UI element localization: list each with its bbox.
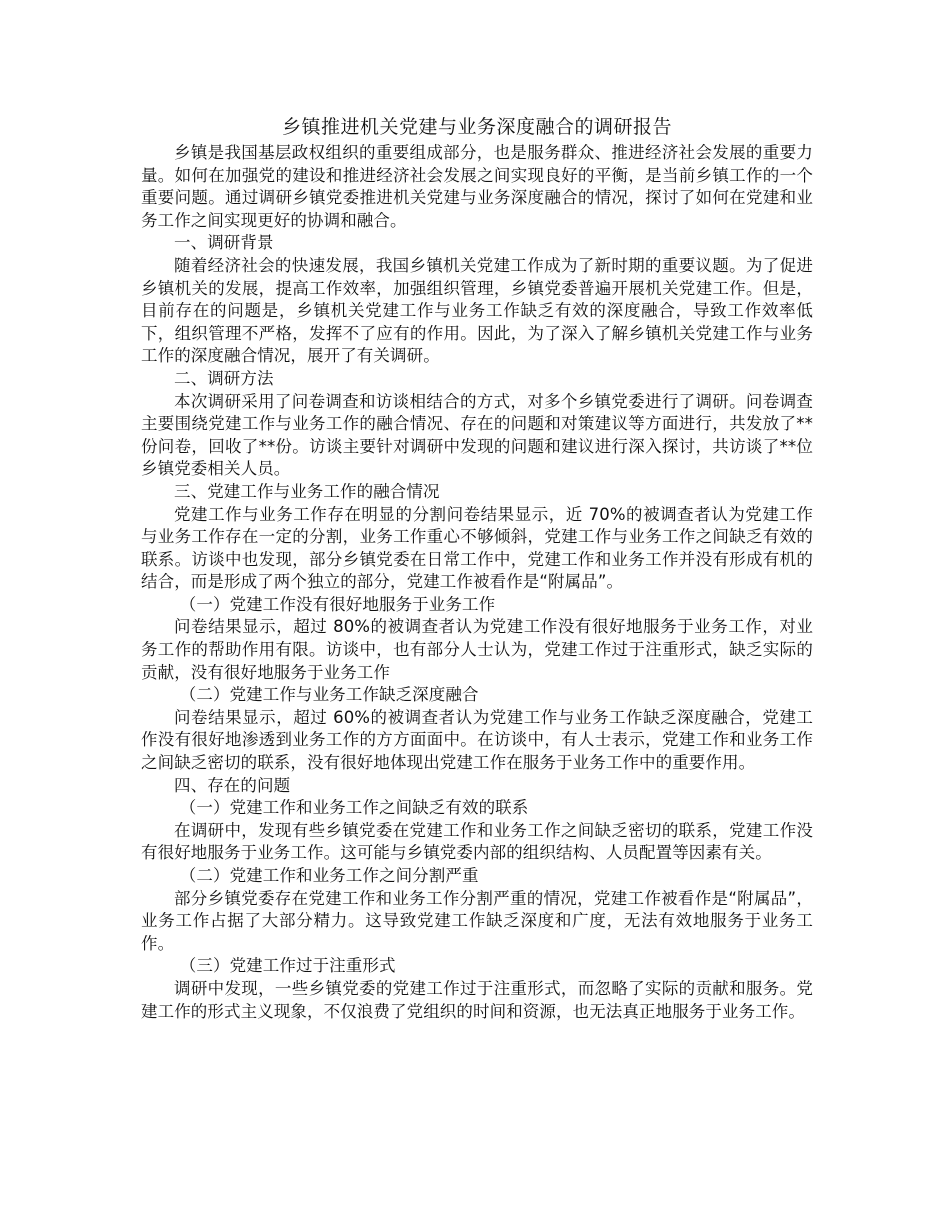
- subsection-heading: （一）党建工作没有很好地服务于业务工作: [179, 594, 496, 614]
- document-title: 乡镇推进机关党建与业务深度融合的调研报告: [281, 116, 672, 138]
- document-page: [141, 112, 813, 1023]
- subsection-heading: （三）党建工作过于注重形式: [179, 956, 396, 976]
- section-heading-integration: 三、党建工作与业务工作的融合情况: [174, 481, 440, 501]
- subsection-paragraph: 调研中发现，一些乡镇党委的党建工作过于注重形式，而忽略了实际的贡献和服务。党建工作的形式主义现象，不仅浪费了党组织的时间和资源，也无法真正地服务于业务工作。: [141, 978, 813, 1021]
- section-heading-method: 二、调研方法: [174, 368, 274, 388]
- subsection-paragraph: 在调研中，发现有些乡镇党委在党建工作和业务工作之间缺乏密切的联系，党建工作没有很好地服务于业务工作。这可能与乡镇党委内部的组织结构、人员配置等因素有关。: [141, 820, 813, 863]
- intro-paragraph: 乡镇是我国基层政权组织的重要组成部分，也是服务群众、推进经济社会发展的重要力量。如何在加强党的建设和推进经济社会发展之间实现良好的平衡，是当前乡镇工作的一个重要问题。通过调研乡镇党委推进机关党建与业务深度融合的情况，探讨了如何在党建和业务工作之间实现更好的协调和融合。: [141, 143, 813, 230]
- section-paragraph-method: 本次调研采用了问卷调查和访谈相结合的方式，对多个乡镇党委进行了调研。问卷调查主要围绕党建工作与业务工作的融合情况、存在的问题和对策建议等方面进行，共发放了**份问卷，回收了**份。访谈主要针对调研中发现的问题和建议进行深入探讨，共访谈了**位乡镇党委相关人员。: [141, 391, 813, 479]
- section-heading-problems: 四、存在的问题: [174, 775, 291, 795]
- section-paragraph-integration: 党建工作与业务工作存在明显的分割问卷结果显示，近 70%的被调查者认为党建工作与业务工作存在一定的分割，业务工作重心不够倾斜，党建工作与业务工作之间缺乏有效的联系。访谈中也发现，部分乡镇党委在日常工作中，党建工作和业务工作并没有形成有机的结合，而是形成了两个独立的部分，党建工作被看作是“附属品”。: [141, 504, 813, 592]
- section-paragraph-background: 随着经济社会的快速发展，我国乡镇机关党建工作成为了新时期的重要议题。为了促进乡镇机关的发展，提高工作效率，加强组织管理，乡镇党委普遍开展机关党建工作。但是，目前存在的问题是，乡镇机关党建工作与业务工作缺乏有效的深度融合，导致工作效率低下，组织管理不严格，发挥不了应有的作用。因此，为了深入了解乡镇机关党建工作与业务工作的深度融合情况，展开了有关调研。: [141, 255, 813, 366]
- subsection-paragraph: 问卷结果显示，超过 80%的被调查者认为党建工作没有很好地服务于业务工作，对业务工作的帮助作用有限。访谈中，也有部分人士认为，党建工作过于注重形式，缺乏实际的贡献，没有很好地服务于业务工作: [141, 617, 813, 682]
- section-heading-background: 一、调研背景: [174, 233, 274, 253]
- subsection-paragraph: 问卷结果显示，超过 60%的被调查者认为党建工作与业务工作缺乏深度融合，党建工作没有很好地渗透到业务工作的方方面面中。在访谈中，有人士表示，党建工作和业务工作之间缺乏密切的联系，没有很好地体现出党建工作在服务于业务工作中的重要作用。: [141, 707, 813, 773]
- subsection-heading: （二）党建工作和业务工作之间分割严重: [179, 866, 479, 885]
- subsection-paragraph: 部分乡镇党委存在党建工作和业务工作分割严重的情况，党建工作被看作是“附属品”，业务工作占据了大部分精力。这导致党建工作缺乏深度和广度，无法有效地服务于业务工作。: [141, 888, 813, 953]
- subsection-heading: （一）党建工作和业务工作之间缺乏有效的联系: [179, 798, 529, 818]
- subsection-heading: （二）党建工作与业务工作缺乏深度融合: [179, 685, 479, 705]
